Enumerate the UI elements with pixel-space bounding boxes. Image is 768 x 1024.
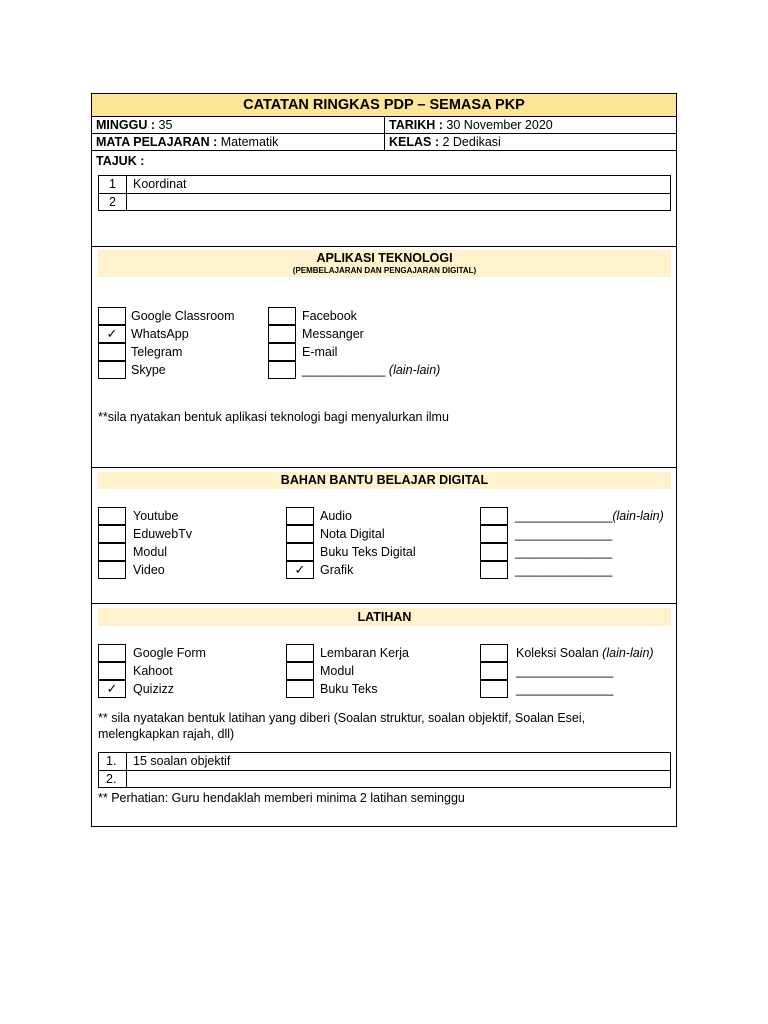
option-label: Google Form (133, 646, 206, 660)
checkbox-latihan-modul[interactable] (286, 662, 314, 680)
latihan-table (98, 752, 671, 788)
blank-line: ______________ (515, 545, 613, 559)
checkbox-nota-digital[interactable] (286, 525, 314, 543)
checkbox-facebook[interactable] (268, 307, 296, 325)
option-label (302, 361, 440, 379)
checkbox-messanger[interactable] (268, 325, 296, 343)
kelas-value: 2 Dedikasi (439, 135, 501, 149)
checkbox-google-classroom[interactable] (98, 307, 126, 325)
latihan-row (99, 753, 670, 770)
checkbox-eduwebtv[interactable] (98, 525, 126, 543)
other-suffix: (lain-lain) (602, 646, 654, 660)
checkbox-latihan-blank[interactable] (480, 680, 508, 698)
koleksi-soalan-label: Koleksi Soalan (516, 646, 603, 660)
option-label (515, 507, 664, 525)
minggu-field (92, 117, 384, 133)
latihan-heading: LATIHAN (357, 610, 412, 624)
option-label: Buku Teks Digital (320, 545, 416, 559)
row-minggu-tarikh (92, 117, 676, 134)
checkbox-koleksi-soalan[interactable] (480, 644, 508, 662)
tajuk-label: TAJUK : (96, 154, 145, 168)
latihan-row-number: 2. (99, 771, 127, 787)
option-label: Nota Digital (320, 527, 385, 541)
option-label: Grafik (320, 563, 354, 577)
blank-line: ______________ (516, 664, 614, 678)
kelas-label: KELAS : (389, 135, 439, 149)
blank-line: ______________ (515, 509, 613, 523)
checkbox-aplikasi-other[interactable] (268, 361, 296, 379)
option-label: E-mail (302, 345, 338, 359)
checkbox-kahoot[interactable] (98, 662, 126, 680)
checkbox-buku-teks-digital[interactable] (286, 543, 314, 561)
checkbox-video[interactable] (98, 561, 126, 579)
option-label: EduwebTv (133, 527, 193, 541)
option-label: Youtube (133, 509, 179, 523)
latihan-footer-note: ** Perhatian: Guru hendaklah memberi minima 2 latihan seminggu (98, 791, 465, 805)
checkbox-google-form[interactable] (98, 644, 126, 662)
option-label: Facebook (302, 309, 357, 323)
blank-line: ______________ (515, 527, 613, 541)
tarikh-label: TARIKH : (389, 118, 443, 132)
checkbox-email[interactable] (268, 343, 296, 361)
bahan-heading: BAHAN BANTU BELAJAR DIGITAL (280, 473, 489, 487)
tajuk-row-text: Koordinat (133, 177, 187, 191)
option-label: Video (133, 563, 165, 577)
checkbox-bahan-blank[interactable] (480, 561, 508, 579)
option-label: Quizizz (133, 682, 174, 696)
option-label: Audio (320, 509, 352, 523)
aplikasi-heading: APLIKASI TEKNOLOGI (316, 251, 453, 265)
tarikh-value: 30 November 2020 (442, 118, 553, 132)
checkbox-quizizz[interactable]: ✓ (98, 680, 126, 698)
option-label: Telegram (131, 345, 183, 359)
latihan-note-line2: melengkapkan rajah, dll) (98, 727, 235, 741)
checkbox-telegram[interactable] (98, 343, 126, 361)
mata-pelajaran-label: MATA PELAJARAN : (96, 135, 218, 149)
option-label: Lembaran Kerja (320, 646, 409, 660)
tajuk-table (98, 175, 671, 211)
checkbox-bahan-blank[interactable] (480, 525, 508, 543)
checkbox-buku-teks[interactable] (286, 680, 314, 698)
checkbox-latihan-blank[interactable] (480, 662, 508, 680)
blank-line: ______________ (515, 563, 613, 577)
pdp-record-form (91, 93, 677, 827)
latihan-row-number: 1. (99, 753, 127, 770)
option-label: Modul (320, 664, 355, 678)
bahan-header (98, 472, 671, 489)
tajuk-row-number: 1 (99, 176, 127, 193)
latihan-row-text: 15 soalan objektif (133, 754, 231, 768)
aplikasi-header (98, 250, 671, 277)
mata-pelajaran-field (92, 134, 384, 150)
checkbox-youtube[interactable] (98, 507, 126, 525)
tajuk-row (99, 193, 670, 210)
option-label: Google Classroom (131, 309, 235, 323)
option-label: Skype (131, 363, 166, 377)
other-suffix: (lain-lain) (385, 363, 441, 377)
option-label: Kahoot (133, 664, 173, 678)
checkbox-bahan-blank[interactable] (480, 543, 508, 561)
tajuk-row (99, 176, 670, 193)
aplikasi-note: **sila nyatakan bentuk aplikasi teknologi bagi menyalurkan ilmu (98, 410, 449, 424)
blank-line: ____________ (302, 363, 386, 377)
latihan-row (99, 770, 670, 787)
section-divider (92, 603, 676, 604)
latihan-note-line1: ** sila nyatakan bentuk latihan yang diberi (Soalan struktur, soalan objektif, Soalan Esei, (98, 711, 586, 725)
checkbox-bahan-other[interactable] (480, 507, 508, 525)
option-label: Buku Teks (320, 682, 378, 696)
blank-line: ______________ (516, 682, 614, 696)
checkbox-grafik[interactable]: ✓ (286, 561, 314, 579)
minggu-value: 35 (155, 118, 173, 132)
section-divider (92, 246, 676, 247)
minggu-label: MINGGU : (96, 118, 156, 132)
kelas-field (384, 134, 678, 150)
option-label: Messanger (302, 327, 364, 341)
form-title: CATATAN RINGKAS PDP – SEMASA PKP (92, 94, 676, 117)
section-divider (92, 467, 676, 468)
tajuk-row-number: 2 (99, 194, 127, 210)
checkbox-lembaran-kerja[interactable] (286, 644, 314, 662)
aplikasi-subheading: (PEMBELAJARAN DAN PENGAJARAN DIGITAL) (292, 266, 477, 275)
mata-pelajaran-value: Matematik (217, 135, 279, 149)
option-label: Modul (133, 545, 168, 559)
other-suffix: (lain-lain) (612, 509, 664, 523)
tarikh-field (384, 117, 678, 133)
row-mata-kelas (92, 134, 676, 151)
option-label (516, 644, 654, 662)
latihan-header (98, 608, 671, 626)
checkbox-skype[interactable] (98, 361, 126, 379)
option-label: WhatsApp (131, 327, 189, 341)
checkbox-audio[interactable] (286, 507, 314, 525)
checkbox-modul[interactable] (98, 543, 126, 561)
checkbox-whatsapp[interactable]: ✓ (98, 325, 126, 343)
